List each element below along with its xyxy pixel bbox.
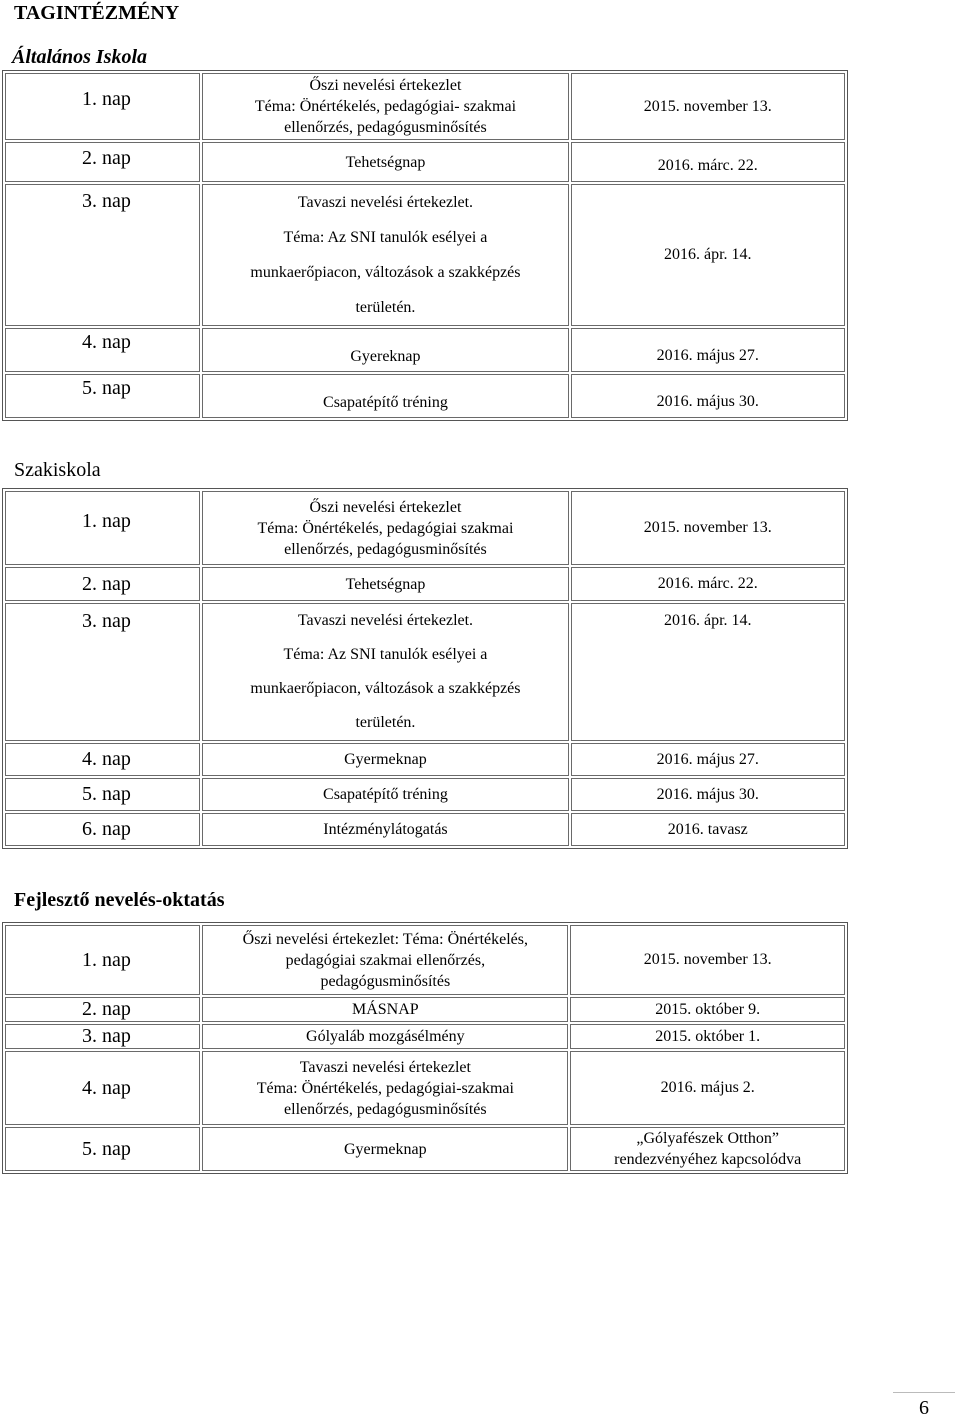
date-cell: 2015. október 9. bbox=[570, 997, 845, 1022]
activity-line: ellenőrzés, pedagógusminősítés bbox=[284, 540, 487, 558]
activity-line: Intézménylátogatás bbox=[323, 821, 448, 838]
day-label: 4. nap bbox=[5, 743, 200, 776]
date-cell: 2016. márc. 22. bbox=[571, 567, 845, 601]
page-number-rule bbox=[893, 1392, 955, 1393]
activity-line: munkaerőpiacon, változások a szakképzés bbox=[250, 264, 521, 281]
activity-line: Téma: Önértékelés, pedagógiai- szakmai bbox=[254, 98, 517, 115]
date-cell: 2016. tavasz bbox=[571, 813, 845, 846]
activity-cell bbox=[202, 603, 568, 741]
table-row bbox=[5, 73, 845, 140]
activity-line: munkaerőpiacon, változások a szakképzés bbox=[250, 680, 521, 697]
day-label: 2. nap bbox=[5, 997, 200, 1022]
activity-cell bbox=[202, 73, 568, 140]
date-cell: 2015. november 13. bbox=[571, 73, 845, 140]
date-cell: 2015. november 13. bbox=[571, 491, 845, 565]
activity-cell bbox=[202, 184, 568, 326]
section-title-altalanos-iskola: Általános Iskola bbox=[12, 46, 148, 68]
table-row bbox=[5, 142, 845, 182]
activity-cell bbox=[202, 328, 568, 372]
day-label: 3. nap bbox=[5, 1024, 200, 1049]
schedule-table-szakiskola bbox=[2, 488, 848, 849]
activity-line: ellenőrzés, pedagógusminősítés bbox=[284, 1100, 487, 1118]
day-label: 2. nap bbox=[5, 567, 200, 601]
date-cell: 2016. május 27. bbox=[571, 328, 845, 372]
date-line: „Gólyafészek Otthon” bbox=[636, 1130, 779, 1147]
activity-line: Gyermeknap bbox=[344, 751, 427, 768]
table-row bbox=[5, 491, 845, 565]
date-cell: 2015. október 1. bbox=[570, 1024, 845, 1049]
table-row bbox=[5, 1127, 845, 1171]
date-line: rendezvényéhez kapcsolódva bbox=[614, 1151, 802, 1168]
table-row bbox=[5, 778, 845, 811]
page-number: 6 bbox=[919, 1397, 929, 1419]
table-row bbox=[5, 743, 845, 776]
day-label: 5. nap bbox=[5, 1127, 200, 1171]
day-label: 4. nap bbox=[5, 1051, 200, 1125]
date-cell: 2016. ápr. 14. bbox=[571, 184, 845, 326]
activity-line: pedagógiai szakmai ellenőrzés, bbox=[285, 951, 486, 969]
day-label: 4. nap bbox=[5, 328, 200, 372]
date-cell: 2016. május 27. bbox=[571, 743, 845, 776]
day-label: 1. nap bbox=[5, 73, 200, 140]
activity-line: Téma: Önértékelés, pedagógiai szakmai bbox=[257, 519, 514, 537]
schedule-table-altalanos-iskola bbox=[2, 70, 848, 421]
activity-cell bbox=[202, 491, 568, 565]
table-row bbox=[5, 184, 845, 326]
date-cell: 2016. május 30. bbox=[571, 374, 845, 418]
activity-cell bbox=[202, 142, 568, 182]
table-row bbox=[5, 374, 845, 418]
activity-line: pedagógusminősítés bbox=[320, 972, 451, 990]
day-label: 5. nap bbox=[5, 374, 200, 418]
activity-cell bbox=[202, 1051, 568, 1125]
table-row bbox=[5, 603, 845, 741]
activity-line: Gyereknap bbox=[350, 347, 421, 365]
date-cell: 2015. november 13. bbox=[570, 925, 845, 995]
activity-cell bbox=[202, 997, 568, 1022]
activity-cell bbox=[202, 1127, 568, 1171]
page-title: TAGINTÉZMÉNY bbox=[14, 2, 180, 24]
activity-line: Őszi nevelési értekezlet: Téma: Önértékelés, bbox=[242, 930, 528, 948]
activity-line: Tehetségnap bbox=[345, 153, 426, 171]
table-row bbox=[5, 813, 845, 846]
activity-line: területén. bbox=[355, 299, 416, 316]
activity-cell bbox=[202, 813, 568, 846]
table-row bbox=[5, 997, 845, 1022]
day-label: 3. nap bbox=[5, 603, 200, 741]
activity-line: Tavaszi nevelési értekezlet. bbox=[297, 612, 474, 629]
day-label: 6. nap bbox=[5, 813, 200, 846]
activity-line: Őszi nevelési értekezlet bbox=[309, 77, 462, 94]
day-label: 3. nap bbox=[5, 184, 200, 326]
activity-line: területén. bbox=[355, 714, 416, 731]
activity-line: Csapatépítő tréning bbox=[323, 393, 448, 411]
table-row bbox=[5, 567, 845, 601]
activity-line: MÁSNAP bbox=[351, 1001, 419, 1018]
activity-cell bbox=[202, 567, 568, 601]
day-label: 2. nap bbox=[5, 142, 200, 182]
date-cell: 2016. május 30. bbox=[571, 778, 845, 811]
activity-line: Gólyaláb mozgásélmény bbox=[306, 1028, 465, 1045]
day-label: 1. nap bbox=[5, 925, 200, 995]
activity-line: ellenőrzés, pedagógusminősítés bbox=[284, 119, 487, 136]
activity-cell bbox=[202, 1024, 568, 1049]
day-label: 1. nap bbox=[5, 491, 200, 565]
activity-line: Téma: Önértékelés, pedagógiai-szakmai bbox=[256, 1079, 514, 1097]
schedule-table-fejleszto bbox=[2, 922, 848, 1174]
activity-line: Csapatépítő tréning bbox=[323, 786, 448, 803]
activity-line: Téma: Az SNI tanulók esélyei a bbox=[283, 646, 488, 663]
activity-cell bbox=[202, 778, 568, 811]
date-cell: 2016. márc. 22. bbox=[571, 142, 845, 182]
activity-line: Tavaszi nevelési értekezlet. bbox=[297, 194, 474, 211]
section-title-fejleszto: Fejlesztő nevelés-oktatás bbox=[14, 889, 225, 911]
activity-line: Tehetségnap bbox=[345, 575, 426, 593]
activity-line: Téma: Az SNI tanulók esélyei a bbox=[283, 229, 488, 246]
activity-line: Őszi nevelési értekezlet bbox=[309, 498, 462, 516]
table-row bbox=[5, 1051, 845, 1125]
date-cell: 2016. május 2. bbox=[570, 1051, 845, 1125]
table-row bbox=[5, 925, 845, 995]
table-row bbox=[5, 1024, 845, 1049]
date-cell: 2016. ápr. 14. bbox=[571, 603, 845, 741]
table-row bbox=[5, 328, 845, 372]
date-cell bbox=[570, 1127, 845, 1171]
section-title-szakiskola: Szakiskola bbox=[14, 459, 101, 481]
activity-cell bbox=[202, 925, 568, 995]
activity-cell bbox=[202, 374, 568, 418]
activity-line: Gyermeknap bbox=[344, 1140, 427, 1158]
activity-cell bbox=[202, 743, 568, 776]
activity-line: Tavaszi nevelési értekezlet bbox=[299, 1058, 471, 1076]
day-label: 5. nap bbox=[5, 778, 200, 811]
